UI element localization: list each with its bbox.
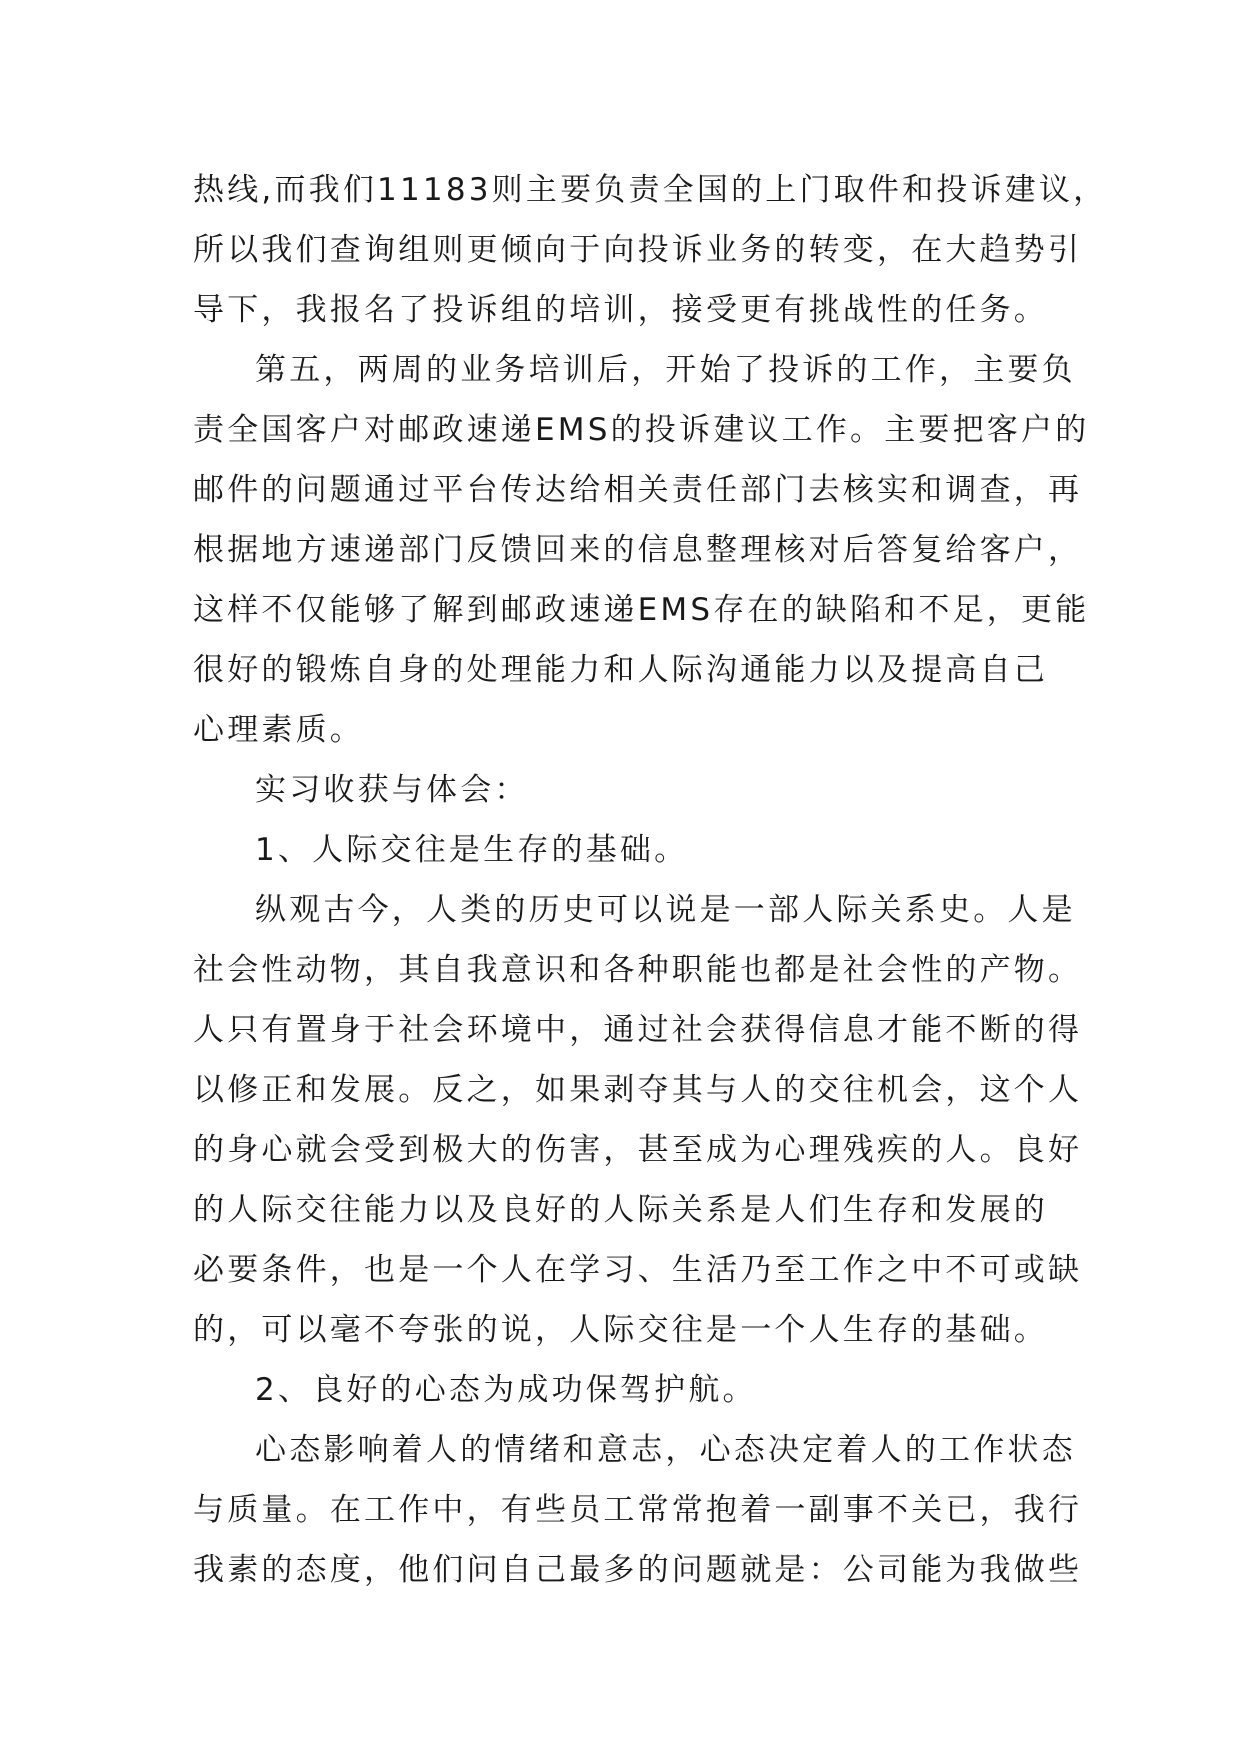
paragraph-start: 第五，两周的业务培训后，开始了投诉的工作，主要负 bbox=[255, 352, 1076, 388]
text-line: 以修正和发展。反之，如果剥夺其与人的交往机会，这个人 bbox=[193, 1072, 1083, 1108]
text-line: 的，可以毫不夸张的说，人际交往是一个人生存的基础。 bbox=[193, 1312, 1048, 1348]
text-line: 根据地方速递部门反馈回来的信息整理核对后答复给客户， bbox=[193, 532, 1083, 568]
text-line: 责全国客户对邮政速递EMS的投诉建议工作。主要把客户的 bbox=[193, 412, 1090, 448]
text-line: 热线,而我们11183则主要负责全国的上门取件和投诉建议， bbox=[193, 172, 1108, 208]
text-line: 导下，我报名了投诉组的培训，接受更有挑战性的任务。 bbox=[193, 292, 1048, 328]
text-line: 邮件的问题通过平台传达给相关责任部门去核实和调查，再 bbox=[193, 472, 1083, 508]
paragraph-start: 纵观古今，人类的历史可以说是一部人际关系史。人是 bbox=[255, 892, 1076, 928]
paragraph-start: 心态影响着人的情绪和意志，心态决定着人的工作状态 bbox=[255, 1432, 1076, 1468]
text-line: 的人际交往能力以及良好的人际关系是人们生存和发展的 bbox=[193, 1192, 1048, 1228]
text-line: 的身心就会受到极大的伤害，甚至成为心理残疾的人。良好 bbox=[193, 1132, 1083, 1168]
text-line: 人只有置身于社会环境中，通过社会获得信息才能不断的得 bbox=[193, 1012, 1083, 1048]
text-line: 与质量。在工作中，有些员工常常抱着一副事不关已，我行 bbox=[193, 1492, 1083, 1528]
text-line: 我素的态度，他们问自己最多的问题就是：公司能为我做些 bbox=[193, 1552, 1083, 1588]
section-heading: 2、良好的心态为成功保驾护航。 bbox=[255, 1372, 757, 1408]
text-line: 心理素质。 bbox=[193, 712, 364, 748]
section-heading: 1、人际交往是生存的基础。 bbox=[255, 832, 689, 868]
text-line: 很好的锻炼自身的处理能力和人际沟通能力以及提高自己 bbox=[193, 652, 1048, 688]
text-line: 必要条件，也是一个人在学习、生活乃至工作之中不可或缺 bbox=[193, 1252, 1083, 1288]
text-line: 社会性动物，其自我意识和各种职能也都是社会性的产物。 bbox=[193, 952, 1083, 988]
section-heading: 实习收获与体会： bbox=[255, 772, 529, 808]
text-line: 这样不仅能够了解到邮政速递EMS存在的缺陷和不足，更能 bbox=[193, 592, 1090, 628]
text-line: 所以我们查询组则更倾向于向投诉业务的转变，在大趋势引 bbox=[193, 232, 1083, 268]
